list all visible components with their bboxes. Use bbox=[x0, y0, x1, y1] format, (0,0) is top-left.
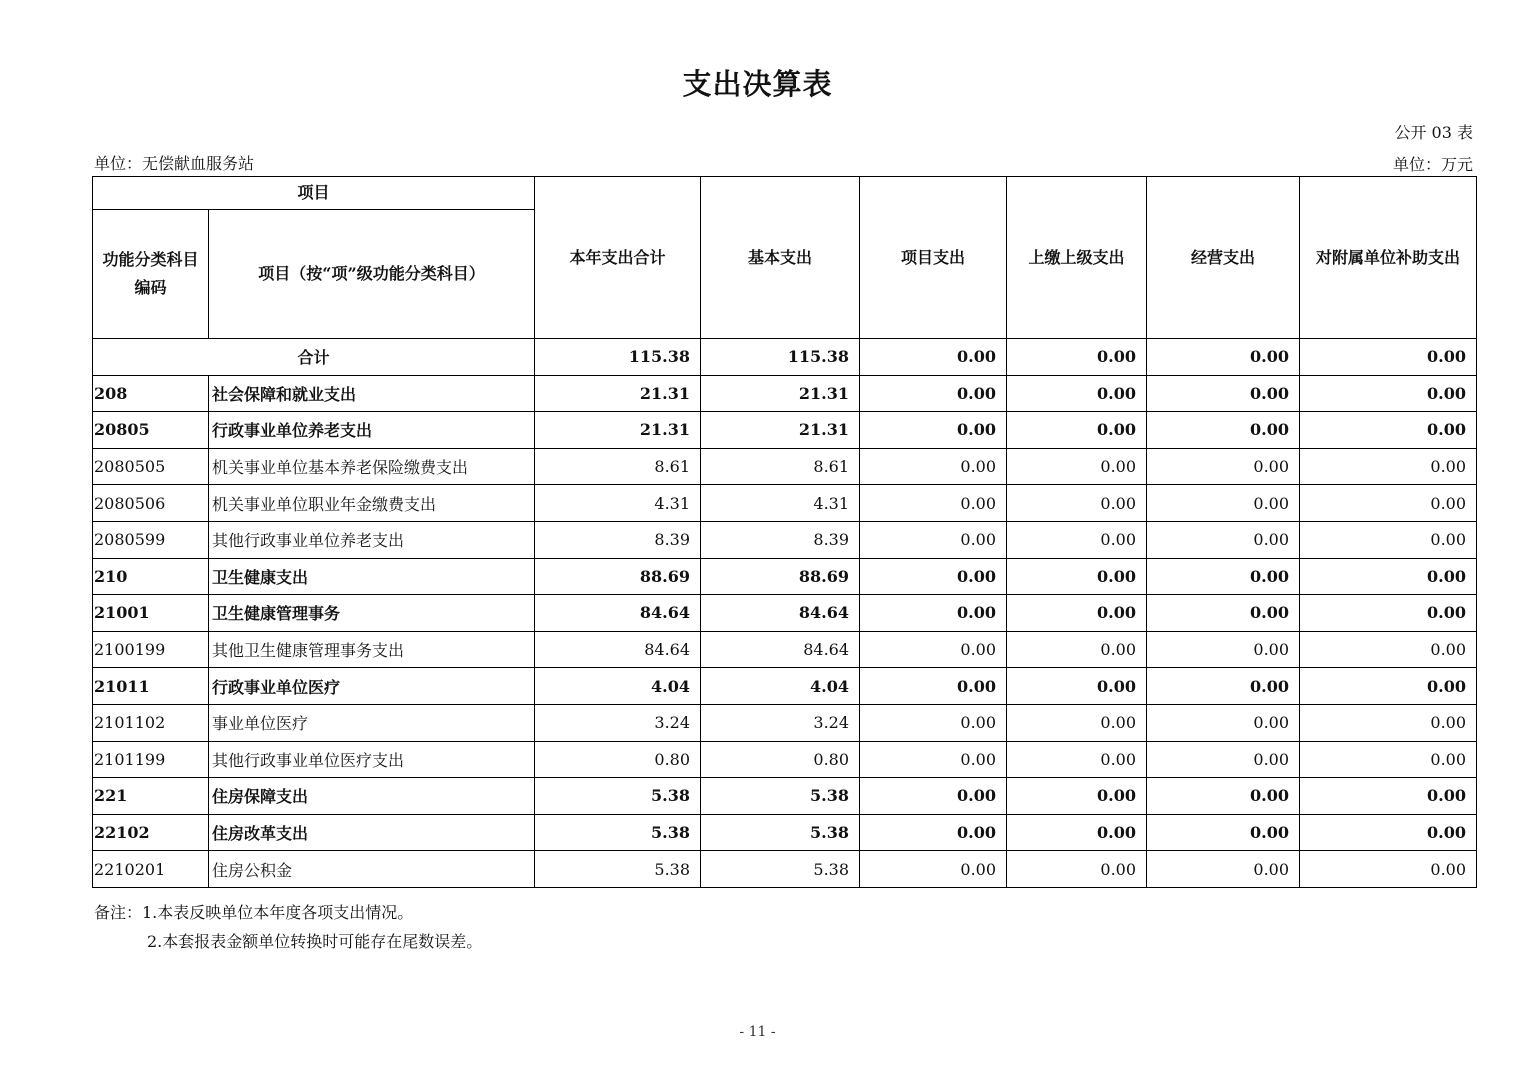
table-row bbox=[93, 448, 1477, 485]
row-name: 住房保障支出 bbox=[209, 778, 535, 815]
row-value: 0.00 bbox=[1300, 778, 1477, 815]
table-row bbox=[93, 485, 1477, 522]
table-row bbox=[93, 595, 1477, 632]
table-row bbox=[93, 668, 1477, 705]
row-value: 0.00 bbox=[860, 851, 1007, 888]
page-number: - 11 - bbox=[739, 1024, 776, 1040]
header-basic: 基本支出 bbox=[701, 177, 860, 339]
row-value: 0.00 bbox=[860, 521, 1007, 558]
row-name: 其他卫生健康管理事务支出 bbox=[209, 631, 535, 668]
row-value: 0.00 bbox=[1147, 521, 1300, 558]
row-value: 0.00 bbox=[860, 485, 1007, 522]
header-item: 项目 bbox=[93, 177, 535, 210]
row-value: 0.00 bbox=[1300, 814, 1477, 851]
page-title: 支出决算表 bbox=[682, 67, 833, 101]
row-name: 行政事业单位医疗 bbox=[209, 668, 535, 705]
row-value: 0.00 bbox=[1147, 412, 1300, 449]
row-value: 8.39 bbox=[701, 521, 860, 558]
row-value: 0.00 bbox=[1007, 741, 1147, 778]
table-row bbox=[93, 375, 1477, 412]
row-name: 机关事业单位基本养老保险缴费支出 bbox=[209, 448, 535, 485]
row-value: 0.80 bbox=[701, 741, 860, 778]
row-code: 2080505 bbox=[93, 448, 209, 485]
row-value: 0.00 bbox=[1007, 485, 1147, 522]
row-value: 0.00 bbox=[1147, 668, 1300, 705]
row-value: 0.00 bbox=[1007, 412, 1147, 449]
row-value: 0.00 bbox=[1147, 595, 1300, 632]
row-code: 2101199 bbox=[93, 741, 209, 778]
row-value: 0.00 bbox=[860, 412, 1007, 449]
row-code: 208 bbox=[93, 375, 209, 412]
row-value: 0.00 bbox=[860, 375, 1007, 412]
row-value: 8.61 bbox=[535, 448, 701, 485]
row-value: 0.00 bbox=[860, 448, 1007, 485]
row-value: 0.00 bbox=[1300, 521, 1477, 558]
row-value: 5.38 bbox=[701, 814, 860, 851]
header-operating: 经营支出 bbox=[1147, 177, 1300, 339]
total-value: 115.38 bbox=[701, 339, 860, 376]
expenditure-table bbox=[92, 176, 1477, 888]
row-value: 0.00 bbox=[1300, 375, 1477, 412]
table-row bbox=[93, 521, 1477, 558]
header-upper: 上缴上级支出 bbox=[1007, 177, 1147, 339]
row-value: 0.80 bbox=[535, 741, 701, 778]
row-value: 0.00 bbox=[1007, 704, 1147, 741]
unit-currency: 单位：万元 bbox=[1392, 155, 1473, 174]
row-value: 0.00 bbox=[1147, 814, 1300, 851]
row-value: 84.64 bbox=[701, 595, 860, 632]
row-value: 5.38 bbox=[701, 851, 860, 888]
row-value: 4.31 bbox=[701, 485, 860, 522]
total-label: 合计 bbox=[93, 339, 535, 376]
row-code: 221 bbox=[93, 778, 209, 815]
table-row bbox=[93, 631, 1477, 668]
total-value: 0.00 bbox=[1147, 339, 1300, 376]
row-value: 0.00 bbox=[860, 668, 1007, 705]
row-name: 其他行政事业单位养老支出 bbox=[209, 521, 535, 558]
row-value: 8.39 bbox=[535, 521, 701, 558]
row-value: 0.00 bbox=[1007, 521, 1147, 558]
row-code: 2210201 bbox=[93, 851, 209, 888]
row-name: 其他行政事业单位医疗支出 bbox=[209, 741, 535, 778]
total-value: 0.00 bbox=[860, 339, 1007, 376]
note-line-1: 备注：1.本表反映单位本年度各项支出情况。 bbox=[94, 903, 414, 922]
row-value: 0.00 bbox=[860, 558, 1007, 595]
row-code: 2080506 bbox=[93, 485, 209, 522]
row-code: 210 bbox=[93, 558, 209, 595]
total-value: 115.38 bbox=[535, 339, 701, 376]
row-value: 3.24 bbox=[535, 704, 701, 741]
row-value: 84.64 bbox=[535, 595, 701, 632]
row-value: 5.38 bbox=[701, 778, 860, 815]
header-subsidy: 对附属单位补助支出 bbox=[1300, 177, 1477, 339]
row-name: 社会保障和就业支出 bbox=[209, 375, 535, 412]
row-value: 0.00 bbox=[1007, 448, 1147, 485]
row-value: 3.24 bbox=[701, 704, 860, 741]
row-value: 0.00 bbox=[1147, 778, 1300, 815]
row-name: 卫生健康管理事务 bbox=[209, 595, 535, 632]
row-value: 88.69 bbox=[701, 558, 860, 595]
row-value: 8.61 bbox=[701, 448, 860, 485]
row-code: 21011 bbox=[93, 668, 209, 705]
table-row bbox=[93, 814, 1477, 851]
table-row bbox=[93, 778, 1477, 815]
row-value: 0.00 bbox=[1147, 485, 1300, 522]
row-code: 2080599 bbox=[93, 521, 209, 558]
row-value: 0.00 bbox=[1300, 668, 1477, 705]
header-name: 项目（按“项”级功能分类科目） bbox=[209, 210, 535, 339]
row-value: 0.00 bbox=[1147, 741, 1300, 778]
row-value: 0.00 bbox=[1007, 595, 1147, 632]
total-value: 0.00 bbox=[1007, 339, 1147, 376]
row-value: 0.00 bbox=[1300, 851, 1477, 888]
table-row bbox=[93, 558, 1477, 595]
row-name: 住房公积金 bbox=[209, 851, 535, 888]
row-name: 卫生健康支出 bbox=[209, 558, 535, 595]
table-row bbox=[93, 412, 1477, 449]
row-value: 5.38 bbox=[535, 851, 701, 888]
row-value: 0.00 bbox=[1147, 375, 1300, 412]
row-value: 0.00 bbox=[1147, 448, 1300, 485]
notes bbox=[94, 898, 482, 956]
row-name: 事业单位医疗 bbox=[209, 704, 535, 741]
row-value: 21.31 bbox=[535, 412, 701, 449]
row-value: 0.00 bbox=[1147, 558, 1300, 595]
row-value: 4.04 bbox=[701, 668, 860, 705]
row-value: 0.00 bbox=[860, 814, 1007, 851]
header-project: 项目支出 bbox=[860, 177, 1007, 339]
row-value: 21.31 bbox=[701, 412, 860, 449]
row-value: 0.00 bbox=[1300, 595, 1477, 632]
row-value: 0.00 bbox=[1007, 631, 1147, 668]
header-code: 功能分类科目编码 bbox=[93, 210, 209, 339]
total-row bbox=[93, 339, 1477, 376]
row-code: 2101102 bbox=[93, 704, 209, 741]
row-value: 0.00 bbox=[1300, 704, 1477, 741]
row-value: 0.00 bbox=[1007, 814, 1147, 851]
row-value: 0.00 bbox=[1007, 778, 1147, 815]
row-value: 0.00 bbox=[1300, 631, 1477, 668]
row-value: 4.04 bbox=[535, 668, 701, 705]
row-name: 机关事业单位职业年金缴费支出 bbox=[209, 485, 535, 522]
row-value: 4.31 bbox=[535, 485, 701, 522]
row-value: 0.00 bbox=[1300, 485, 1477, 522]
row-value: 21.31 bbox=[701, 375, 860, 412]
row-value: 0.00 bbox=[1007, 558, 1147, 595]
row-value: 84.64 bbox=[701, 631, 860, 668]
row-value: 0.00 bbox=[1007, 851, 1147, 888]
row-code: 20805 bbox=[93, 412, 209, 449]
row-value: 0.00 bbox=[860, 778, 1007, 815]
row-value: 0.00 bbox=[1300, 448, 1477, 485]
row-value: 21.31 bbox=[535, 375, 701, 412]
row-value: 0.00 bbox=[860, 631, 1007, 668]
row-value: 0.00 bbox=[1147, 704, 1300, 741]
unit-organization: 单位：无偿献血服务站 bbox=[94, 154, 255, 173]
row-value: 0.00 bbox=[1300, 412, 1477, 449]
row-value: 0.00 bbox=[1007, 375, 1147, 412]
row-value: 88.69 bbox=[535, 558, 701, 595]
row-name: 住房改革支出 bbox=[209, 814, 535, 851]
table-row bbox=[93, 704, 1477, 741]
row-value: 0.00 bbox=[1007, 668, 1147, 705]
row-code: 2100199 bbox=[93, 631, 209, 668]
table-row bbox=[93, 741, 1477, 778]
header-total: 本年支出合计 bbox=[535, 177, 701, 339]
row-value: 0.00 bbox=[1300, 558, 1477, 595]
row-code: 21001 bbox=[93, 595, 209, 632]
row-code: 22102 bbox=[93, 814, 209, 851]
form-number: 公开 03 表 bbox=[1394, 123, 1473, 142]
row-name: 行政事业单位养老支出 bbox=[209, 412, 535, 449]
row-value: 0.00 bbox=[1147, 851, 1300, 888]
row-value: 0.00 bbox=[860, 595, 1007, 632]
row-value: 84.64 bbox=[535, 631, 701, 668]
row-value: 0.00 bbox=[860, 704, 1007, 741]
row-value: 0.00 bbox=[860, 741, 1007, 778]
row-value: 0.00 bbox=[1147, 631, 1300, 668]
total-value: 0.00 bbox=[1300, 339, 1477, 376]
table-row bbox=[93, 851, 1477, 888]
row-value: 0.00 bbox=[1300, 741, 1477, 778]
row-value: 5.38 bbox=[535, 778, 701, 815]
row-value: 5.38 bbox=[535, 814, 701, 851]
note-line-2: 2.本套报表金额单位转换时可能存在尾数误差。 bbox=[147, 932, 483, 951]
